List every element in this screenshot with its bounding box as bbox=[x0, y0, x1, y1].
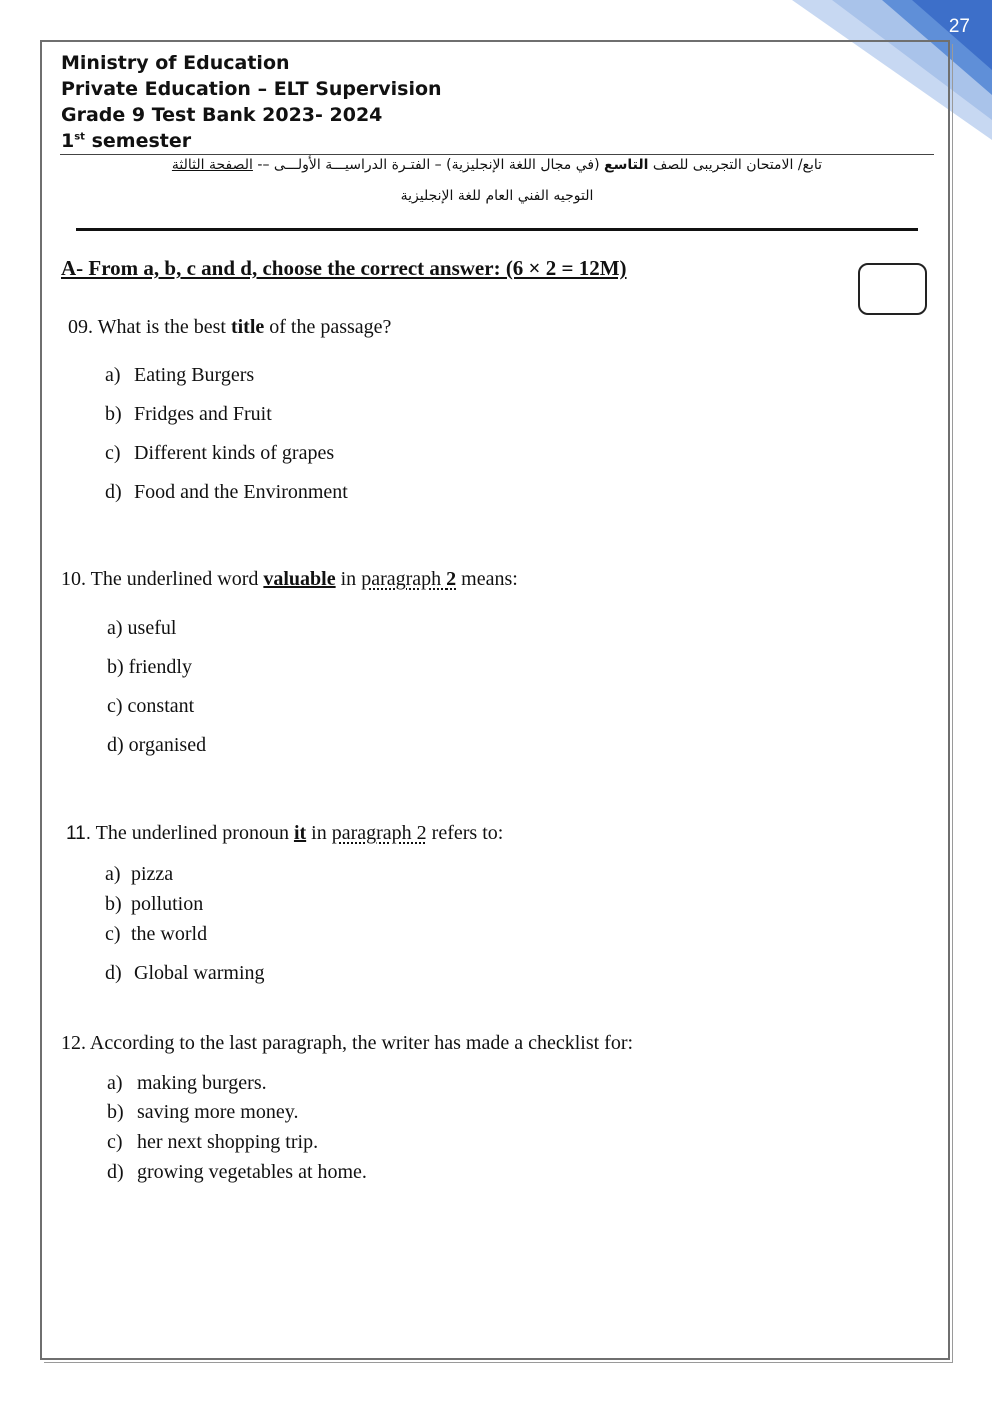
question-10: 10. The underlined word valuable in paragraph 2 means: bbox=[61, 568, 518, 590]
question-12-option-d[interactable]: d) growing vegetables at home. bbox=[107, 1161, 367, 1183]
question-11: 11. The underlined pronoun it in paragraph 2 refers to: bbox=[66, 822, 504, 844]
arabic-exam-line: تابع/ الامتحان التجريبى للصف التاسع (في مجال اللغة الإنجليزية) – الفتـرة الدراسيـــة الأولـــى –- الصفحة الثالثة bbox=[171, 157, 823, 173]
section-heading: A- From a, b, c and d, choose the correct answer: (6 × 2 = 12M) bbox=[61, 256, 627, 280]
question-12-option-c[interactable]: c) her next shopping trip. bbox=[107, 1131, 319, 1153]
question-10-option-a[interactable]: a) useful bbox=[107, 617, 177, 639]
question-11-option-a[interactable]: a) pizza bbox=[105, 863, 174, 885]
question-11-option-d[interactable]: d) Global warming bbox=[105, 962, 265, 984]
question-12-option-b[interactable]: b) saving more money. bbox=[107, 1101, 299, 1123]
question-09-option-a[interactable]: a) Eating Burgers bbox=[105, 364, 255, 386]
question-12-option-a[interactable]: a) making burgers. bbox=[107, 1072, 267, 1094]
page-number: 27 bbox=[948, 16, 970, 37]
arabic-supervision-line: التوجيه الفني العام للغة الإنجليزية bbox=[400, 188, 594, 204]
question-11-option-b[interactable]: b) pollution bbox=[105, 893, 204, 915]
question-10-option-d[interactable]: d) organised bbox=[107, 734, 207, 756]
ministry-line: Ministry of Education bbox=[61, 52, 290, 74]
question-10-option-b[interactable]: b) friendly bbox=[107, 656, 192, 678]
header-divider bbox=[60, 154, 934, 155]
question-09-option-d[interactable]: d) Food and the Environment bbox=[105, 481, 348, 503]
section-divider bbox=[76, 228, 918, 231]
document-header bbox=[61, 50, 442, 154]
question-11-option-c[interactable]: c) the world bbox=[105, 923, 208, 945]
score-box bbox=[858, 263, 927, 315]
question-10-option-c[interactable]: c) constant bbox=[107, 695, 195, 717]
supervision-line: Private Education – ELT Supervision bbox=[61, 78, 442, 100]
question-12: 12. According to the last paragraph, the writer has made a checklist for: bbox=[61, 1032, 634, 1054]
test-bank-line: Grade 9 Test Bank 2023- 2024 bbox=[61, 104, 383, 126]
question-09-option-b[interactable]: b) Fridges and Fruit bbox=[105, 403, 272, 425]
semester-line: 1st semester bbox=[61, 130, 192, 152]
question-09-option-c[interactable]: c) Different kinds of grapes bbox=[105, 442, 335, 464]
question-09: 09. What is the best title of the passage? bbox=[68, 316, 392, 338]
